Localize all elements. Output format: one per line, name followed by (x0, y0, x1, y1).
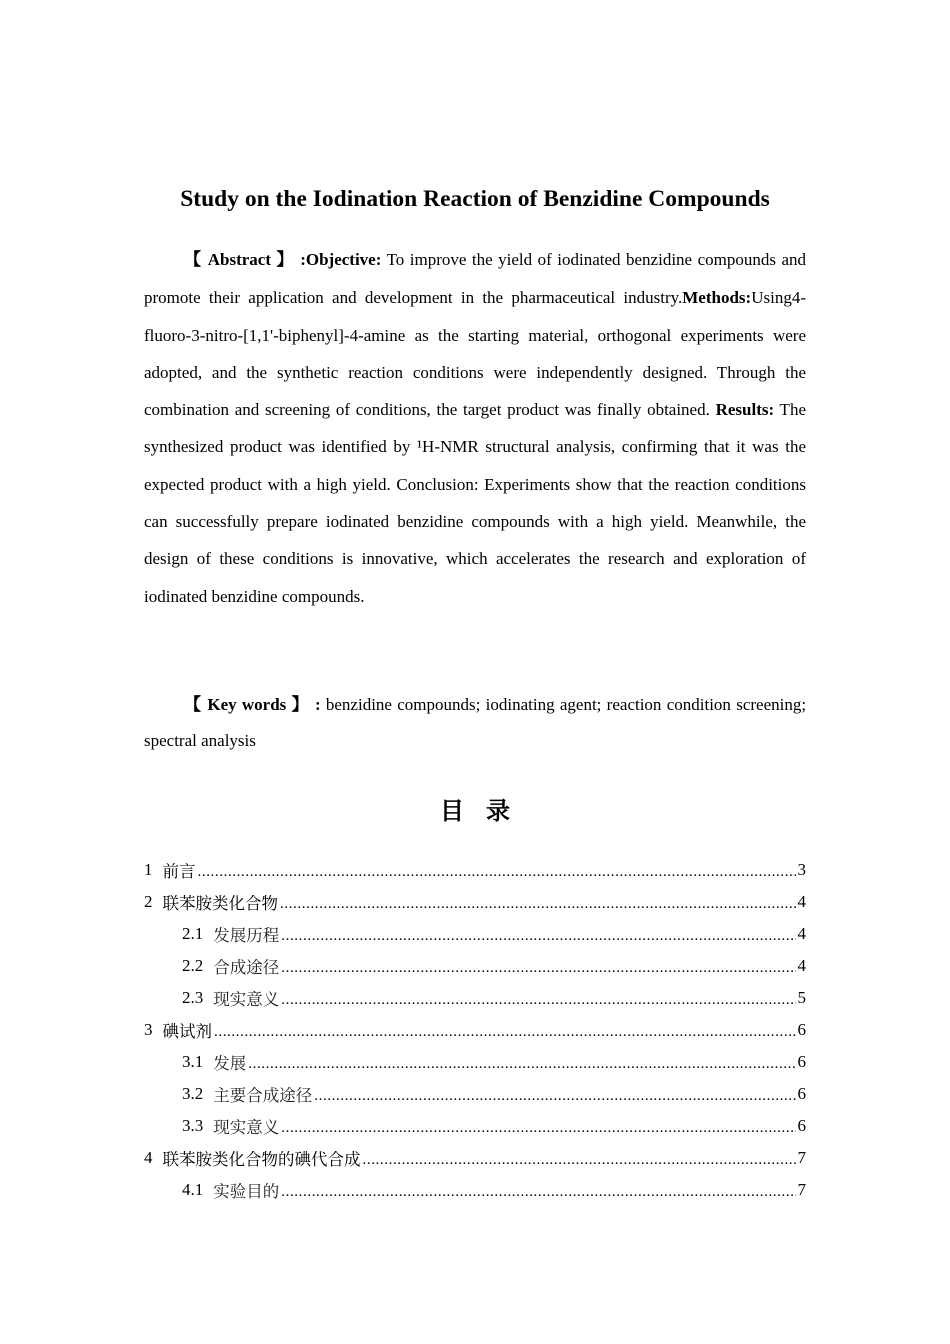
toc-dot-leader (314, 1085, 795, 1103)
toc-entry-page: 7 (797, 1148, 806, 1167)
toc-entry-label: 联苯胺类化合物 (162, 894, 278, 913)
results-label: Results: (715, 400, 775, 420)
toc-subentry[interactable] (144, 918, 806, 950)
toc-entry-label: 现实意义 (213, 1118, 280, 1137)
abstract-open-bracket: 【 (184, 250, 203, 270)
toc-dot-leader (363, 1149, 796, 1167)
toc-entry-page: 6 (797, 1052, 806, 1071)
toc-entry-label: 联苯胺类化合物的碘代合成 (162, 1150, 361, 1169)
toc-entry-number: 2.3 (182, 988, 204, 1007)
toc-dot-leader (214, 1021, 796, 1039)
toc-entry-number: 3.3 (182, 1116, 204, 1135)
objective-text: To improve the yield of iodinated benzidine compounds and promote their application and development in the pharmaceutical industry. (144, 250, 806, 308)
objective-label: Objective: (305, 250, 382, 269)
toc-subentry[interactable] (144, 1174, 806, 1206)
toc-subentry[interactable] (144, 1078, 806, 1110)
toc-entry-number: 1 (144, 860, 153, 879)
toc-entry-page: 5 (797, 988, 806, 1007)
toc-subentry[interactable] (144, 950, 806, 982)
toc-entry-page: 6 (797, 1084, 806, 1103)
toc-dot-leader (281, 1117, 795, 1135)
toc-entry-label: 发展历程 (213, 926, 280, 945)
abstract-close-bracket: 】 (276, 250, 295, 270)
table-of-contents (144, 854, 806, 1206)
abstract-colon: : (300, 250, 306, 269)
toc-entry-number: 3.2 (182, 1084, 204, 1103)
keywords-paragraph (144, 687, 806, 759)
results-text: The synthesized product was identified by ¹H-NMR structural analysis, confirming that it was the expected product with a high yield. Conclusion: Experiments show that the reaction conditions can successfully prepare iodinated benzidine compounds with a high yield. Meanwhile, the design of these conditions is innovative, which accelerates the research and exploration of iodinated benzidine compounds. (144, 400, 806, 606)
toc-entry-label: 实验目的 (213, 1182, 280, 1201)
toc-entry-label: 合成途径 (213, 958, 280, 977)
toc-entry-label: 发展 (213, 1054, 247, 1073)
toc-entry-page: 4 (797, 924, 806, 943)
toc-subentry[interactable] (144, 1110, 806, 1142)
toc-subentry[interactable] (144, 1046, 806, 1078)
toc-entry-page: 4 (797, 956, 806, 975)
toc-entry-label: 前言 (162, 862, 196, 881)
toc-entry[interactable] (144, 886, 806, 918)
keywords-colon: : (314, 695, 321, 714)
toc-dot-leader (281, 989, 795, 1007)
abstract-label: Abstract (207, 250, 271, 269)
toc-entry-page: 6 (797, 1116, 806, 1135)
toc-entry-page: 3 (797, 860, 806, 879)
toc-entry-label: 主要合成途径 (213, 1086, 313, 1105)
toc-entry-page: 7 (797, 1180, 806, 1199)
toc-dot-leader (198, 861, 796, 879)
toc-entry-label: 现实意义 (213, 990, 280, 1009)
methods-label: Methods: (682, 288, 752, 308)
toc-dot-leader (281, 925, 795, 943)
toc-entry[interactable] (144, 1142, 806, 1174)
toc-dot-leader (281, 957, 795, 975)
toc-entry-number: 2.2 (182, 956, 204, 975)
toc-dot-leader (248, 1053, 795, 1071)
toc-entry-number: 4.1 (182, 1180, 204, 1199)
keywords-open-bracket: 【 (184, 695, 203, 715)
toc-entry-page: 6 (797, 1020, 806, 1039)
toc-subentry[interactable] (144, 982, 806, 1014)
toc-entry-number: 3.1 (182, 1052, 204, 1071)
toc-entry-number: 2 (144, 892, 153, 911)
toc-entry-number: 2.1 (182, 924, 204, 943)
keywords-label: Key words (207, 695, 287, 714)
page-title: Study on the Iodination Reaction of Benzidine Compounds (180, 186, 770, 212)
toc-entry-label: 碘试剂 (162, 1022, 212, 1041)
toc-entry[interactable] (144, 1014, 806, 1046)
toc-dot-leader (280, 893, 796, 911)
toc-entry-number: 3 (144, 1020, 153, 1039)
abstract-paragraph (144, 241, 806, 615)
methods-text: Using4-fluoro-3-nitro-[1,1'-biphenyl]-4-amine as the starting material, orthogonal experiments were adopted, and the synthetic reaction conditions were independently designed. Through the combination and screening of conditions, the target product was finally obtained. (144, 288, 806, 420)
toc-entry[interactable] (144, 854, 806, 886)
toc-dot-leader (281, 1181, 795, 1199)
toc-entry-page: 4 (797, 892, 806, 911)
keywords-close-bracket: 】 (291, 695, 310, 715)
toc-entry-number: 4 (144, 1148, 153, 1167)
keywords-text: benzidine compounds; iodinating agent; reaction condition screening; spectral analysis (144, 695, 807, 750)
toc-title: 目录 (440, 797, 532, 825)
